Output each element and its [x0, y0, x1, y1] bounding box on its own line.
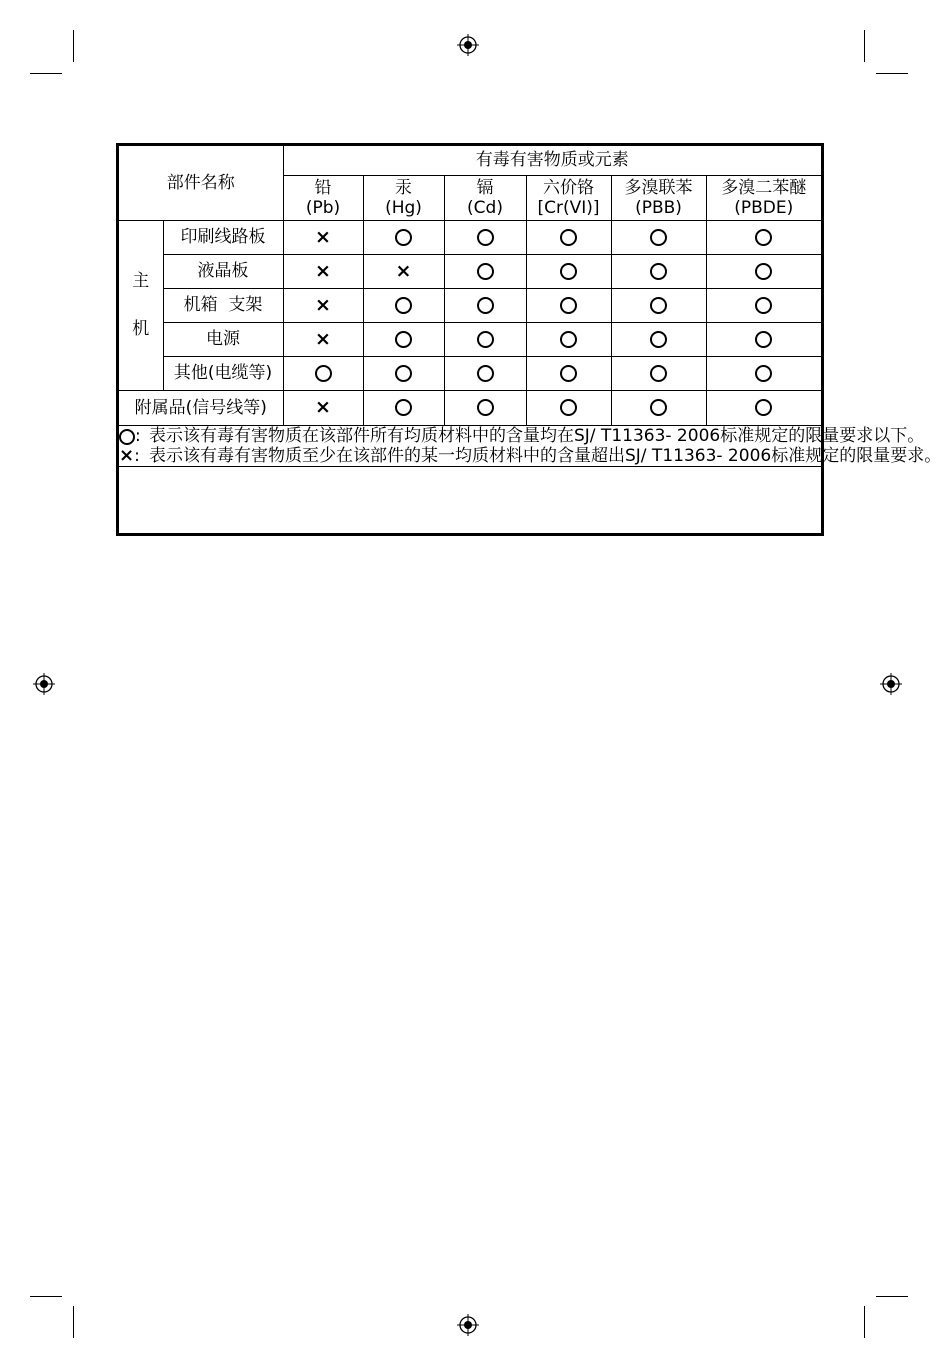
part-name: 电源	[163, 322, 283, 356]
circle-mark-icon	[395, 297, 412, 314]
circle-mark-icon	[755, 365, 772, 382]
hazardous-substance-table	[116, 143, 941, 536]
substance-mark	[706, 390, 821, 425]
cross-mark-icon: ×	[315, 327, 331, 350]
circle-mark-icon	[755, 297, 772, 314]
registration-mark-icon	[33, 673, 55, 695]
group-label-main-unit: 主 机	[119, 220, 163, 390]
cross-mark-icon: ×	[315, 225, 331, 248]
legend-notes	[119, 425, 941, 466]
substance-table-grid	[119, 146, 941, 467]
crop-mark	[30, 1296, 62, 1297]
cross-mark-icon: ×	[395, 259, 412, 282]
part-name: 液晶板	[163, 254, 283, 288]
circle-mark-icon	[560, 263, 577, 280]
circle-mark-icon	[755, 399, 772, 416]
legend-circle-note	[119, 425, 925, 446]
substances-header: 有毒有害物质或元素	[283, 146, 821, 175]
substance-header-cadmium: 镉 (Cd)	[444, 175, 526, 220]
crop-mark	[73, 1306, 74, 1338]
circle-mark-icon	[477, 399, 494, 416]
substance-header-lead: 铅 (Pb)	[283, 175, 363, 220]
table-row	[119, 288, 821, 322]
substance-mark	[363, 220, 444, 254]
circle-mark-icon	[755, 229, 772, 246]
substance-mark	[611, 220, 706, 254]
accessory-part-name: 附属品(信号线等)	[119, 390, 283, 425]
table-row	[119, 356, 821, 390]
legend-cross-note	[119, 444, 941, 466]
substance-header-chromium: 六价铬 [Cr(VI)]	[526, 175, 611, 220]
substance-mark	[706, 288, 821, 322]
circle-mark-icon	[560, 229, 577, 246]
substance-mark	[444, 390, 526, 425]
substance-mark	[526, 390, 611, 425]
substance-mark	[444, 356, 526, 390]
table-row	[119, 322, 821, 356]
substance-mark	[444, 288, 526, 322]
circle-mark-icon	[650, 297, 667, 314]
substance-mark	[283, 322, 363, 356]
part-name: 机箱 支架	[163, 288, 283, 322]
part-name: 其他(电缆等)	[163, 356, 283, 390]
cross-mark-icon: ×	[315, 293, 331, 316]
substance-mark	[363, 288, 444, 322]
circle-mark-icon	[650, 399, 667, 416]
substance-mark	[706, 254, 821, 288]
circle-mark-icon	[650, 263, 667, 280]
circle-mark-icon	[477, 331, 494, 348]
substance-mark	[283, 288, 363, 322]
substance-mark	[444, 254, 526, 288]
crop-mark	[864, 30, 865, 62]
circle-mark-icon	[477, 229, 494, 246]
circle-icon: :	[119, 426, 141, 446]
crop-mark	[30, 73, 62, 74]
circle-mark-icon	[755, 263, 772, 280]
circle-mark-icon	[650, 331, 667, 348]
circle-mark-icon	[560, 399, 577, 416]
substance-mark	[444, 220, 526, 254]
circle-mark-icon	[560, 365, 577, 382]
substance-header-mercury: 汞 (Hg)	[363, 175, 444, 220]
cross-mark-icon: ×	[315, 259, 331, 282]
substance-mark	[526, 322, 611, 356]
substance-mark	[363, 390, 444, 425]
substance-mark	[526, 220, 611, 254]
circle-mark-icon	[560, 297, 577, 314]
substance-mark	[526, 288, 611, 322]
circle-mark-icon	[395, 331, 412, 348]
substance-mark	[706, 322, 821, 356]
circle-mark-icon	[477, 297, 494, 314]
registration-mark-icon	[457, 34, 479, 56]
cross-mark-icon: ×	[315, 396, 331, 418]
substance-mark	[363, 322, 444, 356]
circle-mark-icon	[650, 229, 667, 246]
cross-note-text: 表示该有毒有害物质至少在该部件的某一均质材料中的含量超出SJ/ T11363- 2006标准规定的限量要求。	[149, 445, 941, 466]
circle-mark-icon	[755, 331, 772, 348]
crop-mark	[876, 73, 908, 74]
circle-mark-icon	[560, 331, 577, 348]
substance-mark	[611, 254, 706, 288]
crop-mark	[73, 30, 74, 62]
substance-mark	[363, 356, 444, 390]
substance-mark	[611, 390, 706, 425]
substance-mark	[611, 322, 706, 356]
circle-mark-icon	[315, 365, 332, 382]
circle-mark-icon	[395, 365, 412, 382]
substance-mark	[526, 356, 611, 390]
table-row	[119, 254, 821, 288]
substance-mark	[526, 254, 611, 288]
substance-header-pbde: 多溴二苯醚 (PBDE)	[706, 175, 821, 220]
crop-mark	[876, 1296, 908, 1297]
table-row	[119, 220, 821, 254]
substance-mark	[611, 288, 706, 322]
part-name-header: 部件名称	[119, 146, 283, 220]
substance-mark	[444, 322, 526, 356]
circle-mark-icon	[395, 399, 412, 416]
substance-mark	[283, 390, 363, 425]
substance-mark	[706, 220, 821, 254]
substance-mark	[283, 356, 363, 390]
circle-mark-icon	[477, 263, 494, 280]
substance-mark	[706, 356, 821, 390]
part-name: 印刷线路板	[163, 220, 283, 254]
cross-icon: ×:	[119, 444, 140, 466]
substance-mark	[283, 254, 363, 288]
circle-mark-icon	[395, 229, 412, 246]
substance-mark	[363, 254, 444, 288]
table-row	[119, 390, 821, 425]
substance-mark	[611, 356, 706, 390]
notes-row	[119, 425, 821, 466]
crop-mark	[864, 1306, 865, 1338]
substance-mark	[283, 220, 363, 254]
circle-mark-icon	[477, 365, 494, 382]
circle-mark-icon	[650, 365, 667, 382]
circle-note-text: 表示该有毒有害物质在该部件所有均质材料中的含量均在SJ/ T11363- 2006标准规定的限量要求以下。	[149, 425, 925, 446]
registration-mark-icon	[880, 673, 902, 695]
substance-header-pbb: 多溴联苯 (PBB)	[611, 175, 706, 220]
registration-mark-icon	[457, 1314, 479, 1336]
